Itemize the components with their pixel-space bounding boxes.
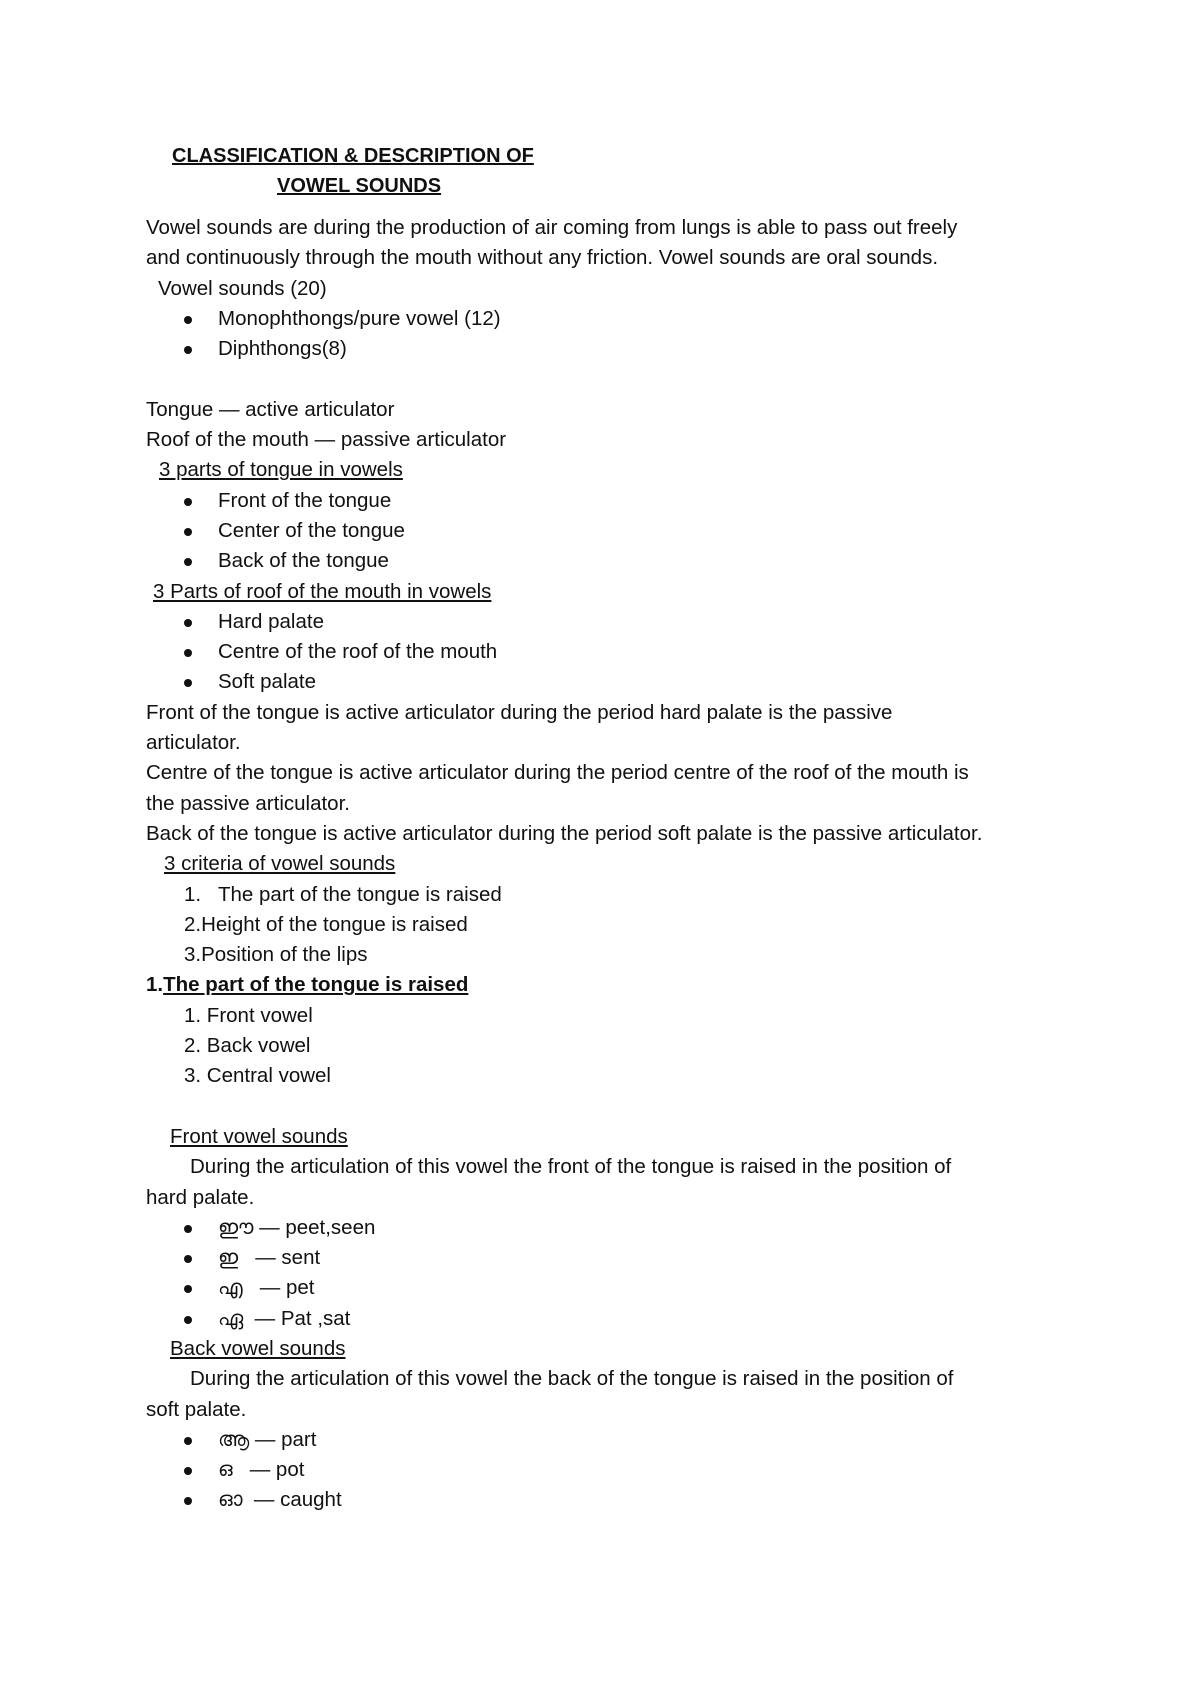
- malayalam-symbol: ഇ: [218, 1246, 239, 1270]
- example-words: — sent: [255, 1246, 321, 1270]
- criteria-number: 1.: [184, 882, 202, 906]
- example-words: — peet,seen: [259, 1215, 376, 1239]
- example-words: — pet: [259, 1276, 315, 1300]
- front-vowel-example: [146, 1273, 1086, 1303]
- vowel-count-label: Vowel sounds (20): [158, 276, 327, 300]
- criteria-heading: 3 criteria of vowel sounds: [164, 852, 396, 876]
- vowel-type-diphthongs: Diphthongs(8): [146, 334, 1086, 364]
- back-vowels-description-line-1: During the articulation of this vowel the back of the tongue is raised in the position of: [190, 1367, 954, 1391]
- criteria-item: [146, 880, 1086, 910]
- front-vowel-example: [146, 1213, 1086, 1243]
- tongue-parts-heading: 3 parts of tongue in vowels: [159, 458, 403, 482]
- criteria-text: The part of the tongue is raised: [218, 882, 502, 906]
- back-vowel-example: [146, 1425, 1086, 1455]
- vowel-category-item: 1. Front vowel: [184, 1003, 313, 1027]
- back-vowel-example: [146, 1485, 1086, 1515]
- centre-description-line-1: Centre of the tongue is active articulator during the period centre of the roof of the mouth is: [146, 761, 969, 785]
- front-vowel-example: [146, 1304, 1086, 1334]
- document-title-line-2: VOWEL SOUNDS: [277, 175, 442, 197]
- active-articulator-line: Tongue — active articulator: [146, 397, 395, 421]
- example-words: — caught: [253, 1488, 342, 1512]
- malayalam-symbol: എ: [218, 1276, 243, 1300]
- malayalam-symbol: ഏ: [218, 1306, 244, 1330]
- section-1-title: The part of the tongue is raised: [163, 973, 469, 997]
- roof-part-item: Centre of the roof of the mouth: [146, 637, 1086, 667]
- document-title-line-1: CLASSIFICATION & DESCRIPTION OF: [172, 145, 534, 167]
- example-words: — pot: [249, 1458, 305, 1482]
- vowel-category-item: 2. Back vowel: [184, 1034, 311, 1058]
- back-description-line-1: Back of the tongue is active articulator during the period soft palate is the passive articulator.: [146, 821, 983, 845]
- criteria-item: 2.Height of the tongue is raised: [184, 912, 468, 936]
- front-vowel-example: [146, 1243, 1086, 1273]
- criteria-item: 3.Position of the lips: [184, 943, 368, 967]
- passive-articulator-line: Roof of the mouth — passive articulator: [146, 428, 507, 452]
- back-vowel-example: [146, 1455, 1086, 1485]
- spacer: [146, 1092, 1086, 1122]
- roof-parts-heading: 3 Parts of roof of the mouth in vowels: [153, 579, 492, 603]
- example-words: — part: [254, 1427, 317, 1451]
- malayalam-symbol: ഒ: [218, 1458, 233, 1482]
- vowel-type-monophthongs: Monophthongs/pure vowel (12): [146, 304, 1086, 334]
- malayalam-symbol: ഈ: [218, 1215, 254, 1239]
- centre-description-line-2: the passive articulator.: [146, 791, 350, 815]
- front-vowels-description-line-2: hard palate.: [146, 1185, 255, 1209]
- example-words: — Pat ,sat: [254, 1306, 351, 1330]
- tongue-part-item: Center of the tongue: [146, 516, 1086, 546]
- spacer: [146, 364, 1086, 394]
- roof-part-item: Hard palate: [146, 607, 1086, 637]
- back-vowels-heading: Back vowel sounds: [170, 1336, 346, 1360]
- front-description-line-1: Front of the tongue is active articulator during the period hard palate is the passive: [146, 700, 893, 724]
- roof-part-item: Soft palate: [146, 667, 1086, 697]
- tongue-part-item: Back of the tongue: [146, 546, 1086, 576]
- intro-line-2: and continuously through the mouth without any friction. Vowel sounds are oral sounds.: [146, 246, 939, 270]
- section-1-number: 1.: [146, 973, 164, 997]
- front-vowels-heading: Front vowel sounds: [170, 1124, 348, 1148]
- front-description-line-2: articulator.: [146, 731, 241, 755]
- malayalam-symbol: ആ: [218, 1427, 250, 1451]
- back-vowels-description-line-2: soft palate.: [146, 1397, 247, 1421]
- malayalam-symbol: ഓ: [218, 1488, 243, 1512]
- front-vowels-description-line-1: During the articulation of this vowel the front of the tongue is raised in the position of: [190, 1155, 952, 1179]
- vowel-category-item: 3. Central vowel: [184, 1064, 331, 1088]
- document-body: [146, 213, 1086, 1516]
- intro-line-1: Vowel sounds are during the production of air coming from lungs is able to pass out freely: [146, 216, 958, 239]
- tongue-part-item: Front of the tongue: [146, 486, 1086, 516]
- section-1-heading: [146, 970, 1086, 1000]
